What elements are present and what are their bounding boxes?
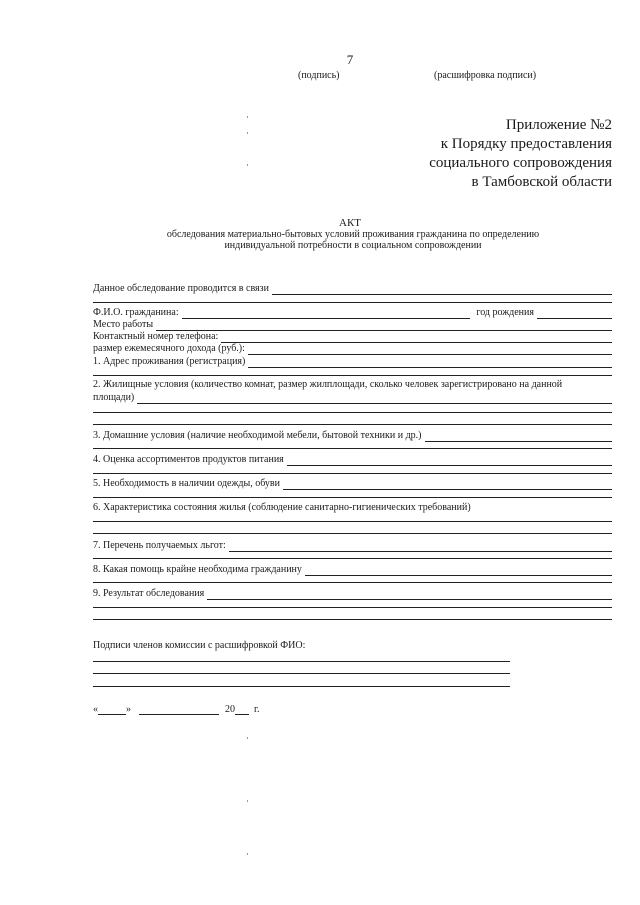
housing-label-line1: 2. Жилищные условия (количество комнат, размер жилплощади, сколько человек зарегистрировано на данной bbox=[93, 379, 563, 390]
item3-row bbox=[93, 430, 612, 442]
workplace-row bbox=[93, 319, 612, 331]
survey-reason-label: Данное обследование проводится в связи bbox=[93, 283, 269, 294]
blank-line[interactable] bbox=[93, 558, 612, 559]
scan-speck bbox=[247, 737, 248, 739]
day-field[interactable] bbox=[98, 704, 126, 715]
blank-line[interactable] bbox=[93, 582, 612, 583]
appendix-line: к Порядку предоставления bbox=[440, 136, 612, 152]
date-open-quote: « bbox=[93, 704, 98, 715]
date-close-quote: » bbox=[126, 704, 131, 715]
signature-decoding-caption: (расшифровка подписи) bbox=[434, 70, 537, 81]
benefits-field[interactable] bbox=[229, 541, 612, 552]
full-name-label: Ф.И.О. гражданина: bbox=[93, 307, 179, 318]
item2-row bbox=[93, 392, 612, 404]
benefits-label: 7. Перечень получаемых льгот: bbox=[93, 540, 226, 551]
help-needed-label: 8. Какая помощь крайне необходима гражданину bbox=[93, 564, 302, 575]
commission-signature-line[interactable] bbox=[93, 673, 510, 674]
scan-speck bbox=[247, 164, 248, 166]
appendix-line: Приложение №2 bbox=[505, 117, 612, 133]
commission-signature-line[interactable] bbox=[93, 686, 510, 687]
housing-label-line2: площади) bbox=[93, 392, 135, 403]
name-row bbox=[93, 307, 612, 319]
phone-field[interactable] bbox=[221, 332, 612, 343]
address-field[interactable] bbox=[248, 357, 612, 368]
blank-line[interactable] bbox=[93, 619, 612, 620]
scan-speck bbox=[247, 853, 248, 855]
scan-speck bbox=[247, 800, 248, 802]
page-number: 7 bbox=[346, 52, 354, 67]
item4-row bbox=[93, 454, 612, 466]
workplace-field[interactable] bbox=[156, 320, 612, 331]
workplace-label: Место работы bbox=[93, 319, 154, 330]
clothing-need-field[interactable] bbox=[283, 479, 612, 490]
year-field[interactable] bbox=[235, 704, 249, 715]
clothing-need-label: 5. Необходимость в наличии одежды, обуви bbox=[93, 478, 280, 489]
address-label: 1. Адрес проживания (регистрация) bbox=[93, 356, 246, 367]
blank-line[interactable] bbox=[93, 473, 612, 474]
blank-line[interactable] bbox=[93, 412, 612, 413]
item9-row bbox=[93, 588, 612, 600]
blank-line[interactable] bbox=[93, 607, 612, 608]
income-field[interactable] bbox=[248, 344, 612, 355]
full-name-field[interactable] bbox=[182, 308, 471, 319]
blank-line[interactable] bbox=[93, 448, 612, 449]
month-field[interactable] bbox=[139, 704, 219, 715]
item8-row bbox=[93, 564, 612, 576]
commission-label: Подписи членов комиссии с расшифровкой ФИО: bbox=[93, 640, 306, 651]
act-subtitle-line1: обследования материально-бытовых условий проживания гражданина по определению bbox=[166, 229, 540, 240]
act-subtitle-line2: индивидуальной потребности в социальном сопровождении bbox=[224, 240, 482, 251]
act-title: АКТ bbox=[339, 217, 361, 229]
phone-row bbox=[93, 331, 612, 343]
signature-caption: (подпись) bbox=[298, 70, 340, 81]
help-needed-field[interactable] bbox=[305, 565, 612, 576]
phone-label: Контактный номер телефона: bbox=[93, 331, 219, 342]
appendix-heading bbox=[429, 116, 612, 192]
blank-line[interactable] bbox=[93, 521, 612, 522]
item1-row bbox=[93, 356, 612, 368]
scan-speck bbox=[247, 116, 248, 118]
item7-row bbox=[93, 540, 612, 552]
birth-year-field[interactable] bbox=[537, 308, 612, 319]
housing-field[interactable] bbox=[137, 393, 612, 404]
home-conditions-label: 3. Домашние условия (наличие необходимой мебели, бытовой техники и др.) bbox=[93, 430, 422, 441]
home-conditions-field[interactable] bbox=[425, 431, 612, 442]
survey-reason-field[interactable] bbox=[272, 284, 612, 295]
survey-reason-row bbox=[93, 283, 612, 295]
food-assortment-field[interactable] bbox=[287, 455, 612, 466]
item5-row bbox=[93, 478, 612, 490]
year-suffix: г. bbox=[254, 704, 260, 715]
food-assortment-label: 4. Оценка ассортиментов продуктов питания bbox=[93, 454, 284, 465]
date-line bbox=[93, 704, 259, 715]
survey-result-field[interactable] bbox=[207, 589, 612, 600]
housing-state-label: 6. Характеристика состояния жилья (соблюдение санитарно-гигиенических требований) bbox=[93, 502, 471, 513]
birth-year-label: год рождения bbox=[476, 307, 534, 318]
blank-line[interactable] bbox=[93, 375, 612, 376]
blank-line[interactable] bbox=[93, 533, 612, 534]
scan-speck bbox=[247, 132, 248, 134]
commission-signature-line[interactable] bbox=[93, 661, 510, 662]
income-label: размер ежемесячного дохода (руб.): bbox=[93, 343, 245, 354]
appendix-line: в Тамбовской области bbox=[471, 174, 612, 190]
blank-line[interactable] bbox=[93, 424, 612, 425]
blank-line[interactable] bbox=[93, 302, 612, 303]
income-row bbox=[93, 343, 612, 355]
survey-result-label: 9. Результат обследования bbox=[93, 588, 205, 599]
appendix-line: социального сопровождения bbox=[429, 155, 612, 171]
century-prefix: 20 bbox=[225, 704, 235, 715]
blank-line[interactable] bbox=[93, 497, 612, 498]
